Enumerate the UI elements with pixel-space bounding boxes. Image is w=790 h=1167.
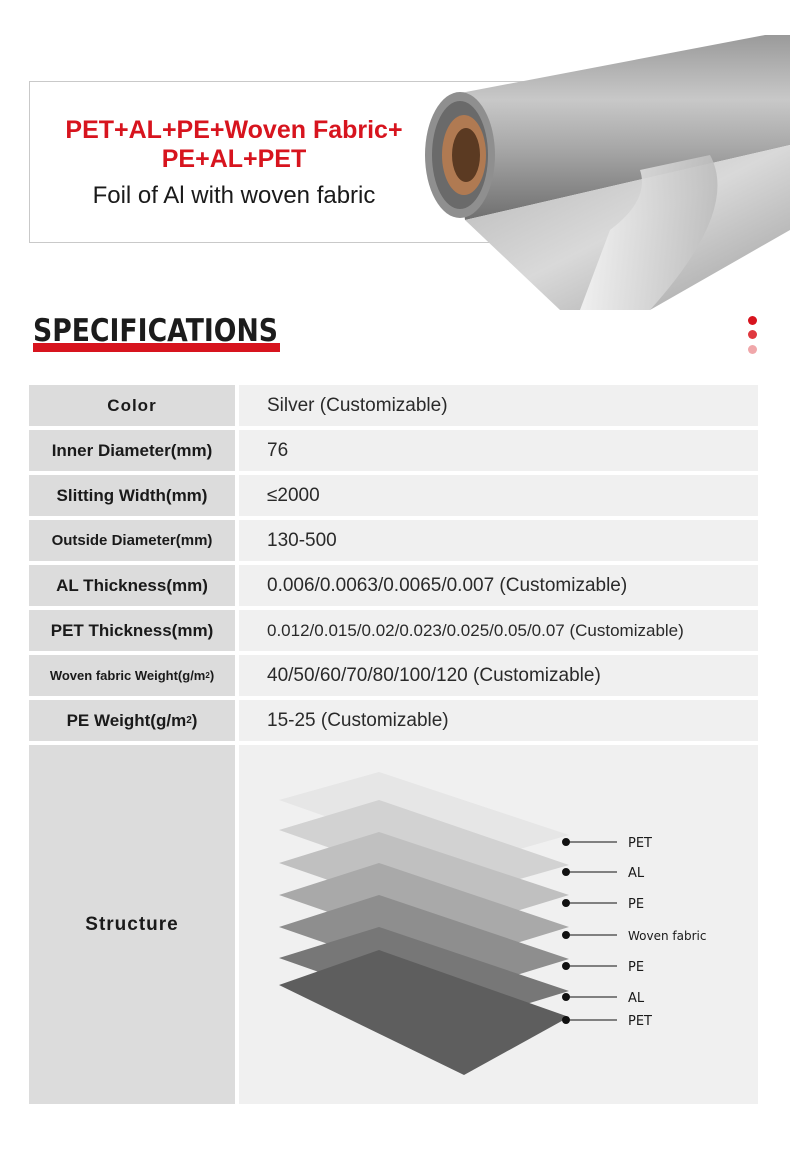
spec-label: Slitting Width(mm) (29, 475, 235, 516)
spec-value: 130-500 (239, 520, 758, 561)
spec-value: 76 (239, 430, 758, 471)
spec-row-pe-weight (29, 700, 758, 741)
hero-title-line2: PE+AL+PET (161, 145, 307, 173)
decor-dot (748, 316, 757, 325)
spec-label (29, 700, 235, 741)
layer-label: AL (628, 991, 645, 1006)
hero-title-line1: PET+AL+PE+Woven Fabric+ (65, 116, 403, 144)
spec-label: Color (29, 385, 235, 426)
spec-label: AL Thickness(mm) (29, 565, 235, 606)
layer-label: PE (628, 897, 645, 912)
spec-table (29, 385, 758, 1108)
foil-roll-image (410, 20, 790, 320)
layer-label: PET (628, 836, 652, 851)
spec-label-text: PE Weight(g/m (66, 710, 187, 730)
spec-row-color (29, 385, 758, 426)
hero-title (29, 116, 439, 174)
spec-label-sup: 2 (186, 715, 192, 726)
spec-row-outside-diameter (29, 520, 758, 561)
spec-value: 0.006/0.0063/0.0065/0.007 (Customizable) (239, 565, 758, 606)
spec-label-end: ) (209, 668, 215, 683)
spec-label-sup: 2 (205, 671, 210, 680)
spec-row-woven-fabric-weight (29, 655, 758, 696)
decor-dot (748, 330, 757, 339)
layer-sheets (279, 772, 569, 1075)
layer-stack-diagram (239, 745, 758, 1104)
spec-label-end: ) (191, 710, 198, 730)
spec-label: Outside Diameter(mm) (29, 520, 235, 561)
hero-subtitle: Foil of Al with woven fabric (92, 182, 376, 209)
specifications-heading: SPECIFICATIONS (33, 313, 278, 349)
spec-label: Inner Diameter(mm) (29, 430, 235, 471)
spec-value: 0.012/0.015/0.02/0.023/0.025/0.05/0.07 (Customizable) (239, 610, 758, 651)
spec-value: ≤2000 (239, 475, 758, 516)
layer-callouts (563, 839, 618, 1024)
spec-value: 15-25 (Customizable) (239, 700, 758, 741)
spec-row-slitting-width (29, 475, 758, 516)
spec-row-pet-thickness (29, 610, 758, 651)
structure-label: Structure (29, 745, 235, 1104)
decor-dot (748, 345, 757, 354)
spec-label-text: Woven fabric Weight(g/m (49, 668, 206, 683)
spec-row-al-thickness (29, 565, 758, 606)
structure-diagram (239, 745, 758, 1104)
layer-label: Woven fabric (628, 929, 707, 943)
layer-label: AL (628, 866, 645, 881)
spec-label: PET Thickness(mm) (29, 610, 235, 651)
spec-row-structure (29, 745, 758, 1104)
spec-label (29, 655, 235, 696)
layer-label: PE (628, 960, 645, 975)
layer-label: PET (628, 1014, 652, 1029)
spec-value: Silver (Customizable) (239, 385, 758, 426)
spec-value: 40/50/60/70/80/100/120 (Customizable) (239, 655, 758, 696)
spec-row-inner-diameter (29, 430, 758, 471)
